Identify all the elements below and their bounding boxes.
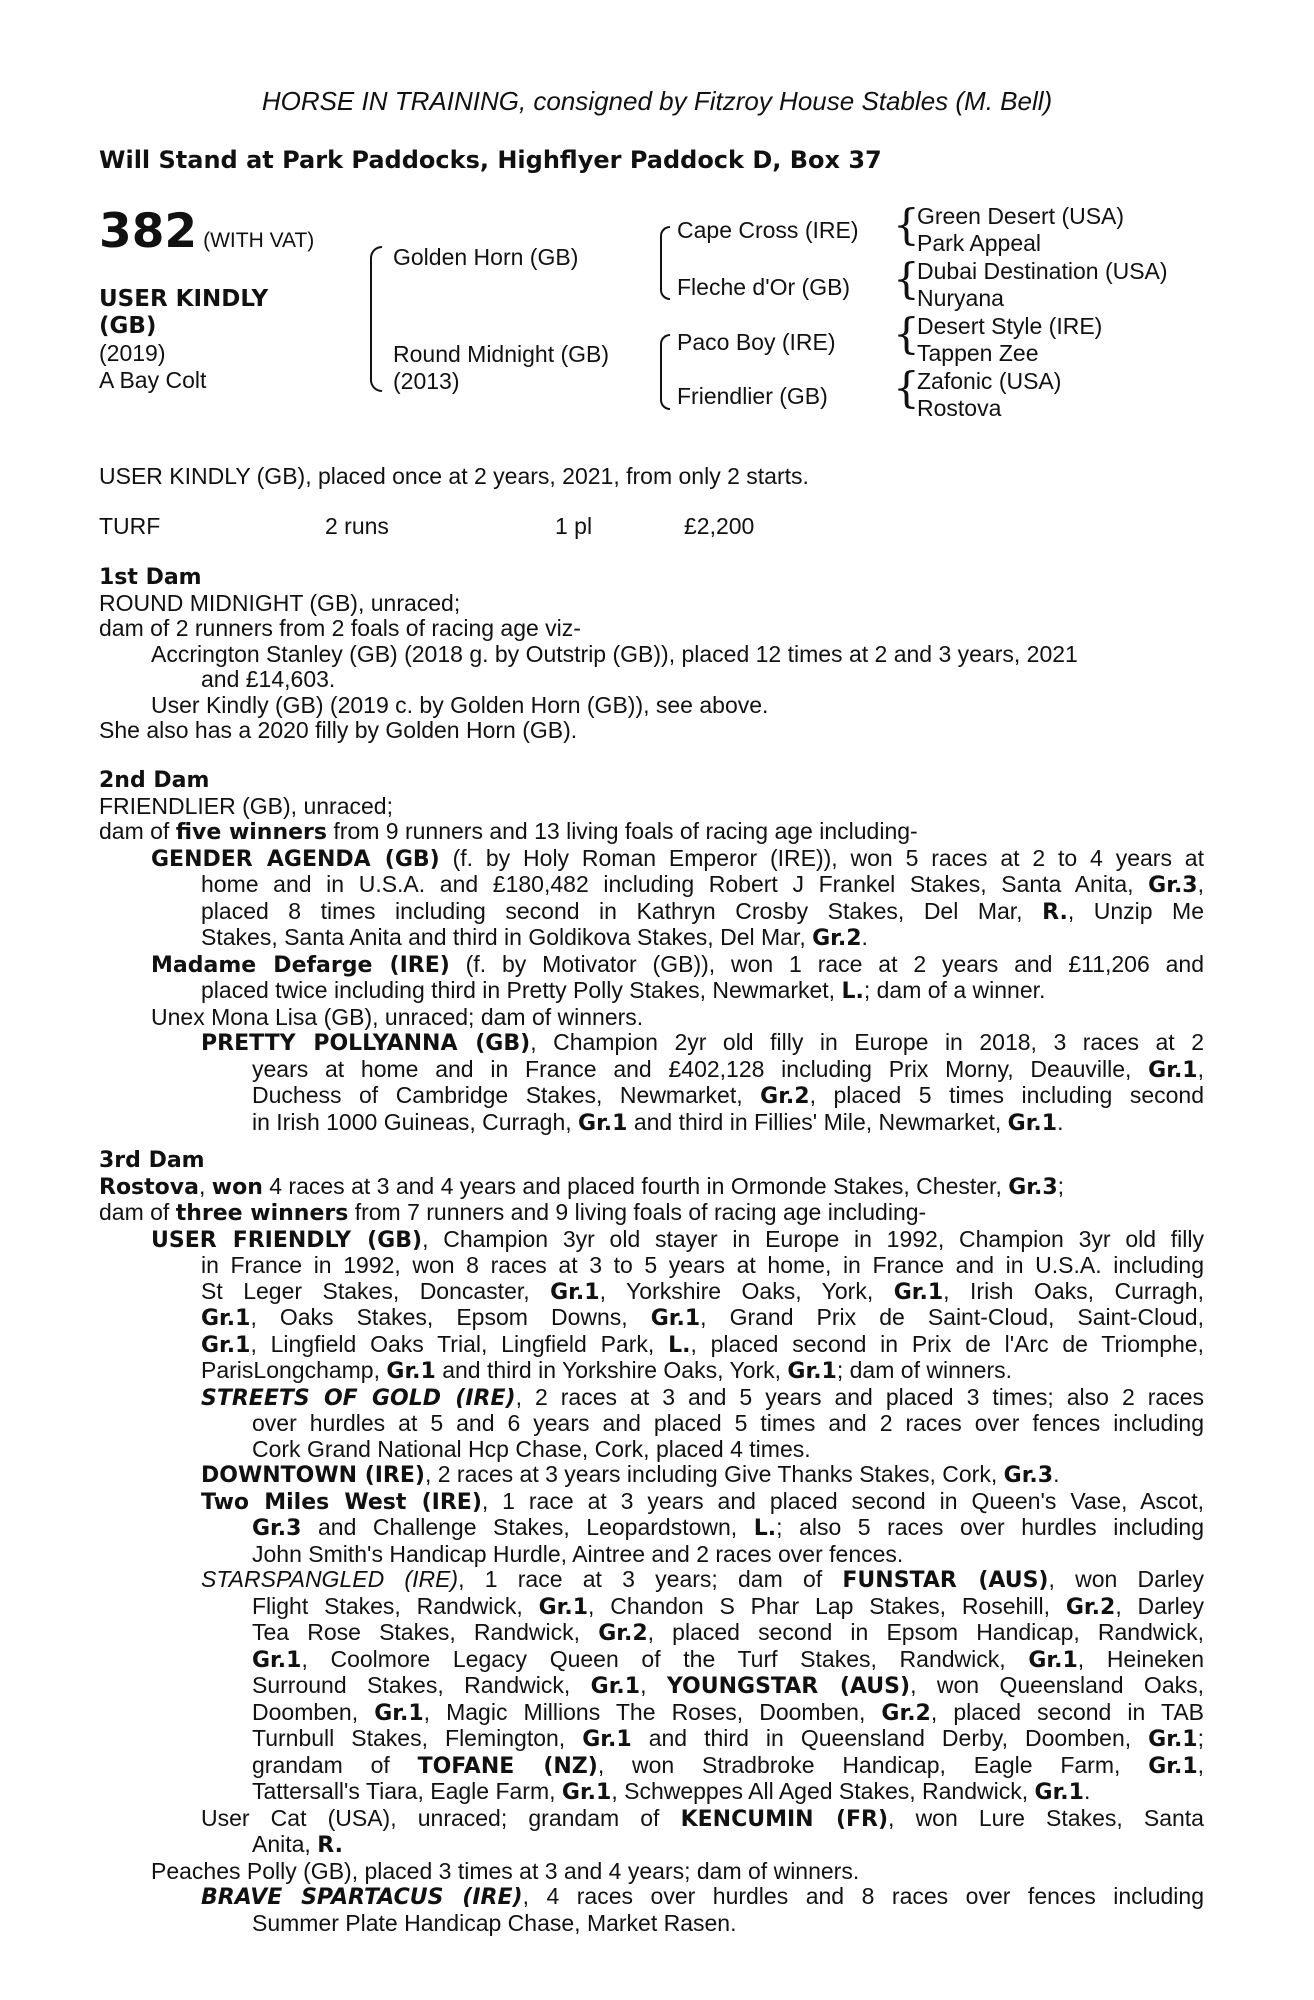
- horse-name: USER KINDLY: [99, 286, 269, 312]
- pedigree-brace-2: {: [893, 254, 920, 303]
- section-title: 2nd Dam: [99, 768, 210, 793]
- page-heading: HORSE IN TRAINING, consigned by Fitzroy House Stables (M. Bell): [261, 86, 1053, 116]
- progeny-line: Cork Grand National Hcp Chase, Cork, placed 4 times.: [252, 1435, 811, 1462]
- progeny-line: Surround Stakes, Randwick, Gr.1, YOUNGSTAR (AUS), won Queensland Oaks,: [252, 1672, 1204, 1699]
- lot-header: [99, 204, 314, 259]
- pedigree-brace-3: {: [893, 309, 920, 358]
- progeny-line: Summer Plate Handicap Chase, Market Rasen.: [252, 1909, 737, 1936]
- progeny-line: Madame Defarge (IRE) (f. by Motivator (GB)), won 1 race at 2 years and £11,206 and: [151, 950, 1204, 978]
- progeny-line: John Smith's Handicap Hurdle, Aintree and 2 races over fences.: [252, 1540, 904, 1567]
- progeny-line: User Cat (USA), unraced; grandam of KENCUMIN (FR), won Lure Stakes, Santa: [201, 1804, 1204, 1832]
- progeny-line: in Irish 1000 Guineas, Curragh, Gr.1 and third in Fillies' Mile, Newmarket, Gr.1.: [252, 1108, 1064, 1136]
- section-title: 1st Dam: [99, 565, 202, 590]
- dam-line: dam of 2 runners from 2 foals of racing age viz-: [99, 615, 581, 641]
- dam-line: dam of three winners from 7 runners and 9 living foals of racing age including-: [99, 1199, 927, 1226]
- progeny-line: grandam of TOFANE (NZ), won Stradbroke Handicap, Eagle Farm, Gr.1,: [252, 1751, 1205, 1779]
- pedigree-bracket-dam: [660, 334, 670, 410]
- progeny-line: Flight Stakes, Randwick, Gr.1, Chandon S Phar Lap Stakes, Rosehill, Gr.2, Darley: [252, 1592, 1205, 1620]
- progeny-line: Tea Rose Stakes, Randwick, Gr.2, placed second in Epsom Handicap, Randwick,: [252, 1619, 1205, 1646]
- pedigree-dam-sire: Paco Boy (IRE): [677, 329, 836, 355]
- horse-details: [99, 286, 268, 394]
- pedigree-dam-dam: Friendlier (GB): [677, 383, 828, 409]
- progeny-line: BRAVE SPARTACUS (IRE), 4 races over hurdles and 8 races over fences including: [201, 1883, 1204, 1910]
- pedigree-g7: Zafonic (USA): [917, 368, 1062, 394]
- dam-line: Rostova, won 4 races at 3 and 4 years and placed fourth in Ormonde Stakes, Chester, Gr.3;: [99, 1172, 1065, 1200]
- lot-number: 382: [99, 204, 198, 259]
- progeny-line: Unex Mona Lisa (GB), unraced; dam of winners.: [151, 1003, 644, 1030]
- progeny-line: Anita, R.: [252, 1831, 343, 1858]
- stand-location: Will Stand at Park Paddocks, Highflyer Paddock D, Box 37: [99, 146, 882, 174]
- pedigree-g1: Green Desert (USA): [917, 203, 1125, 229]
- progeny-line: User Kindly (GB) (2019 c. by Golden Horn (GB)), see above.: [151, 691, 769, 718]
- horse-description: A Bay Colt: [99, 367, 207, 393]
- progeny-line: Accrington Stanley (GB) (2018 g. by Outstrip (GB)), placed 12 times at 2 and 3 years, 2021: [151, 640, 1078, 667]
- progeny-line: STREETS OF GOLD (IRE), 2 races at 3 and 5 years and placed 3 times; also 2 races: [201, 1383, 1205, 1411]
- pedigree-bracket-main: [370, 246, 382, 392]
- section-title: 3rd Dam: [99, 1148, 205, 1173]
- progeny-line: ParisLongchamp, Gr.1 and third in Yorkshire Oaks, York, Gr.1; dam of winners.: [201, 1357, 1012, 1384]
- horse-country: (GB): [99, 313, 157, 339]
- progeny-line: placed 8 times including second in Kathryn Crosby Stakes, Del Mar, R., Unzip Me: [201, 897, 1204, 925]
- pedigree-g4: Nuryana: [917, 285, 1004, 311]
- pedigree-brace-4: {: [893, 363, 920, 412]
- pedigree-dam: Round Midnight (GB): [393, 341, 610, 367]
- pedigree-g3: Dubai Destination (USA): [917, 258, 1168, 284]
- progeny-line: Gr.1, Coolmore Legacy Queen of the Turf Stakes, Randwick, Gr.1, Heineken: [252, 1645, 1204, 1673]
- record-placed: 1 pl: [555, 513, 593, 539]
- progeny-line: Tattersall's Tiara, Eagle Farm, Gr.1, Schweppes All Aged Stakes, Randwick, Gr.1.: [252, 1778, 1091, 1805]
- dam-line: dam of five winners from 9 runners and 13 living foals of racing age including-: [99, 818, 918, 845]
- progeny-line: Gr.1, Oaks Stakes, Epsom Downs, Gr.1, Grand Prix de Saint-Cloud, Saint-Cloud,: [201, 1304, 1204, 1331]
- dam-line: She also has a 2020 filly by Golden Horn (GB).: [99, 717, 578, 743]
- progeny-line: years at home and in France and £402,128 including Prix Morny, Deauville, Gr.1,: [252, 1055, 1204, 1083]
- progeny-line: PRETTY POLLYANNA (GB), Champion 2yr old filly in Europe in 2018, 3 races at 2: [201, 1029, 1204, 1056]
- horse-year: (2019): [99, 340, 166, 366]
- progeny-line: Duchess of Cambridge Stakes, Newmarket, Gr.2, placed 5 times including second: [252, 1082, 1205, 1109]
- pedigree-sire: Golden Horn (GB): [393, 244, 579, 270]
- progeny-line: Doomben, Gr.1, Magic Millions The Roses, Doomben, Gr.2, placed second in TAB: [252, 1698, 1204, 1726]
- progeny-line: USER FRIENDLY (GB), Champion 3yr old stayer in Europe in 1992, Champion 3yr old filly: [151, 1225, 1205, 1253]
- progeny-line: DOWNTOWN (IRE), 2 races at 3 years including Give Thanks Stakes, Cork, Gr.3.: [201, 1461, 1060, 1488]
- record-surface: TURF: [99, 513, 161, 539]
- pedigree-dam-year: (2013): [393, 368, 460, 394]
- dam-line: ROUND MIDNIGHT (GB), unraced;: [99, 589, 461, 616]
- progeny-line: Stakes, Santa Anita and third in Goldikova Stakes, Del Mar, Gr.2.: [201, 924, 868, 951]
- pedigree-sire-sire: Cape Cross (IRE): [677, 217, 859, 243]
- first-dam-section: [99, 565, 1204, 744]
- dam-line: FRIENDLIER (GB), unraced;: [99, 792, 393, 819]
- progeny-line: in France in 1992, won 8 races at 3 to 5 years at home, in France and in U.S.A. including: [201, 1252, 1204, 1278]
- progeny-line: Peaches Polly (GB), placed 3 times at 3 and 4 years; dam of winners.: [151, 1857, 860, 1884]
- pedigree-g6: Tappen Zee: [917, 340, 1039, 366]
- pedigree-brace-1: {: [893, 200, 920, 249]
- progeny-line: over hurdles at 5 and 6 years and placed 5 times and 2 races over fences including: [252, 1410, 1204, 1436]
- progeny-line: placed twice including third in Pretty Polly Stakes, Newmarket, L.; dam of a winner.: [201, 977, 1046, 1004]
- progeny-line: Two Miles West (IRE), 1 race at 3 years and placed second in Queen's Vase, Ascot,: [201, 1487, 1204, 1515]
- progeny-line: and £14,603.: [201, 666, 336, 692]
- progeny-line: home and in U.S.A. and £180,482 including Robert J Frankel Stakes, Santa Anita, Gr.3,: [201, 871, 1204, 898]
- second-dam-section: [99, 768, 1204, 1136]
- record-earnings: £2,200: [684, 513, 755, 539]
- record-runs: 2 runs: [325, 513, 389, 539]
- progeny-line: St Leger Stakes, Doncaster, Gr.1, Yorkshire Oaks, York, Gr.1, Irish Oaks, Curragh,: [201, 1277, 1204, 1305]
- progeny-line: Turnbull Stakes, Flemington, Gr.1 and third in Queensland Derby, Doomben, Gr.1;: [252, 1725, 1204, 1752]
- progeny-line: Gr.3 and Challenge Stakes, Leopardstown, L.; also 5 races over hurdles including: [252, 1514, 1205, 1541]
- pedigree-g5: Desert Style (IRE): [917, 313, 1103, 339]
- progeny-line: GENDER AGENDA (GB) (f. by Holy Roman Emperor (IRE)), won 5 races at 2 to 4 years at: [151, 844, 1204, 872]
- progeny-line: STARSPANGLED (IRE), 1 race at 3 years; dam of FUNSTAR (AUS), won Darley: [201, 1566, 1205, 1593]
- pedigree-sire-dam: Fleche d'Or (GB): [677, 274, 851, 300]
- pedigree-g8: Rostova: [917, 395, 1002, 421]
- third-dam-section: [99, 1148, 1204, 1936]
- pedigree-bracket-sire: [660, 226, 670, 300]
- lot-vat: (WITH VAT): [203, 229, 315, 252]
- progeny-line: Gr.1, Lingfield Oaks Trial, Lingfield Park, L., placed second in Prix de l'Arc de Triomphe,: [201, 1330, 1204, 1358]
- pedigree-g2: Park Appeal: [917, 230, 1042, 256]
- race-summary: USER KINDLY (GB), placed once at 2 years, 2021, from only 2 starts.: [99, 463, 809, 489]
